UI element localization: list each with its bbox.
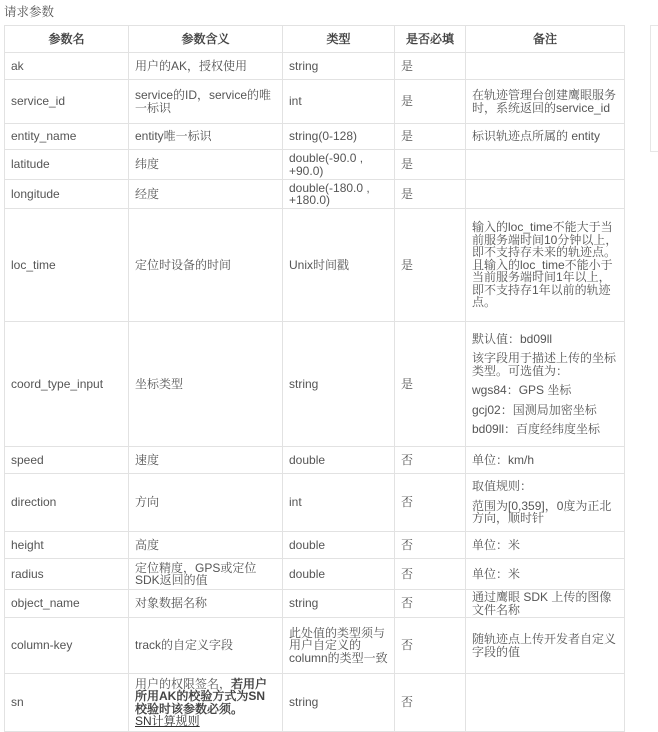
param-required: 否: [395, 447, 466, 474]
table-row: [5, 80, 625, 124]
param-type: 此处值的类型须与用户自定义的column的类型一致: [283, 618, 395, 674]
table-row: [5, 124, 625, 150]
table-row: [5, 322, 625, 447]
header-remark: 备注: [466, 26, 625, 53]
param-required: 否: [395, 618, 466, 674]
param-remark: [466, 53, 625, 80]
param-meaning: 用户的AK，授权使用: [129, 53, 283, 80]
param-remark: [466, 150, 625, 180]
param-remark: [466, 474, 625, 532]
remark-line: 取值规则：: [472, 479, 533, 494]
table-row: [5, 618, 625, 674]
header-required: 是否必填: [395, 26, 466, 53]
param-meaning: 定位精度，GPS或定位SDK返回的值: [129, 559, 283, 590]
table-row: [5, 674, 625, 732]
param-type: string: [283, 674, 395, 732]
param-type: double: [283, 559, 395, 590]
param-meaning: [129, 674, 283, 732]
param-type: Unix时间戳: [283, 209, 395, 322]
param-name: height: [5, 532, 129, 559]
param-required: 否: [395, 559, 466, 590]
param-name: sn: [5, 674, 129, 732]
param-remark: [466, 209, 625, 322]
remark-line: 随轨迹点上传开发者自定义字段的值: [472, 632, 617, 659]
header-meaning: 参数含义: [129, 26, 283, 53]
param-name: ak: [5, 53, 129, 80]
remark-line: 在轨迹管理台创建鹰眼服务时，系统返回的service_id: [472, 88, 617, 115]
side-panel: [650, 25, 658, 152]
remark-line: bd09ll：百度经纬度坐标: [472, 422, 601, 436]
param-remark: [466, 322, 625, 447]
request-params-table: [4, 25, 625, 732]
table-row: [5, 474, 625, 532]
param-required: 是: [395, 80, 466, 124]
param-required: 是: [395, 180, 466, 209]
param-type: string: [283, 53, 395, 80]
param-type: string(0-128): [283, 124, 395, 150]
remark-line: wgs84：GPS 坐标: [472, 383, 572, 397]
remark-line: 默认值：bd09ll: [472, 331, 553, 346]
sn-meaning-text: 用户的权限签名，: [135, 676, 232, 691]
param-remark: [466, 618, 625, 674]
param-name: coord_type_input: [5, 322, 129, 447]
remark-line: gcj02：国测局加密坐标: [472, 402, 597, 417]
param-type: double(-90.0 , +90.0): [283, 150, 395, 180]
param-name: direction: [5, 474, 129, 532]
table-row: [5, 150, 625, 180]
param-remark: [466, 532, 625, 559]
param-required: 否: [395, 590, 466, 618]
param-name: service_id: [5, 80, 129, 124]
header-param-name: 参数名: [5, 26, 129, 53]
param-meaning: 定位时设备的时间: [129, 209, 283, 322]
remark-line: 单位：km/h: [472, 452, 535, 467]
param-remark: [466, 124, 625, 150]
param-name: speed: [5, 447, 129, 474]
sn-meaning-bold: 若用户所用AK的校验方式为SN校验时该参数必须。: [135, 676, 268, 716]
remark-line: 范围为[0,359]，0度为正北方向，顺时针: [472, 498, 612, 526]
table-row: [5, 180, 625, 209]
param-meaning: 纬度: [129, 150, 283, 180]
param-required: 是: [395, 150, 466, 180]
param-required: 否: [395, 532, 466, 559]
sn-rule-link[interactable]: SN计算规则: [135, 714, 200, 728]
table-row: [5, 447, 625, 474]
param-remark: [466, 559, 625, 590]
param-name: column-key: [5, 618, 129, 674]
remark-line: 单位：米: [472, 537, 521, 552]
param-meaning: 对象数据名称: [129, 590, 283, 618]
param-required: 否: [395, 474, 466, 532]
table-row: [5, 559, 625, 590]
param-type: double: [283, 447, 395, 474]
param-meaning: 速度: [129, 447, 283, 474]
remark-line: 输入的loc_time不能大于当前服务端时间10分钟以上，即不支持存未来的轨迹点。: [472, 220, 618, 260]
param-meaning: 经度: [129, 180, 283, 209]
table-row: [5, 209, 625, 322]
param-remark: [466, 590, 625, 618]
param-type: int: [283, 80, 395, 124]
remark-line: 标识轨迹点所属的 entity: [472, 129, 601, 144]
remark-line: 通过鹰眼 SDK 上传的图像文件名称: [472, 590, 612, 617]
param-required: 是: [395, 209, 466, 322]
param-type: string: [283, 590, 395, 618]
section-title: 请求参数: [4, 5, 55, 19]
param-type: double: [283, 532, 395, 559]
param-required: 是: [395, 124, 466, 150]
param-remark: [466, 674, 625, 732]
remark-line: 且输入的loc_time不能小于当前服务端时间1年以上，即不支持存1年以前的轨迹点。: [472, 257, 613, 310]
param-meaning: track的自定义字段: [129, 618, 283, 674]
param-meaning: 高度: [129, 532, 283, 559]
param-remark: [466, 447, 625, 474]
param-name: entity_name: [5, 124, 129, 150]
param-remark: [466, 80, 625, 124]
param-meaning: entity唯一标识: [129, 124, 283, 150]
param-name: longitude: [5, 180, 129, 209]
param-required: 是: [395, 322, 466, 447]
remark-line: 单位：米: [472, 566, 521, 581]
param-name: latitude: [5, 150, 129, 180]
param-remark: [466, 180, 625, 209]
table-row: [5, 590, 625, 618]
param-required: 是: [395, 53, 466, 80]
header-type: 类型: [283, 26, 395, 53]
param-meaning: 坐标类型: [129, 322, 283, 447]
param-name: loc_time: [5, 209, 129, 322]
param-type: int: [283, 474, 395, 532]
param-meaning: service的ID，service的唯一标识: [129, 80, 283, 124]
param-name: radius: [5, 559, 129, 590]
table-header-row: [5, 26, 625, 53]
param-required: 否: [395, 674, 466, 732]
remark-line: 该字段用于描述上传的坐标类型。可选值为：: [472, 351, 617, 378]
param-meaning: 方向: [129, 474, 283, 532]
table-row: [5, 532, 625, 559]
table-row: [5, 53, 625, 80]
param-name: object_name: [5, 590, 129, 618]
param-type: string: [283, 322, 395, 447]
param-type: double(-180.0 , +180.0): [283, 180, 395, 209]
